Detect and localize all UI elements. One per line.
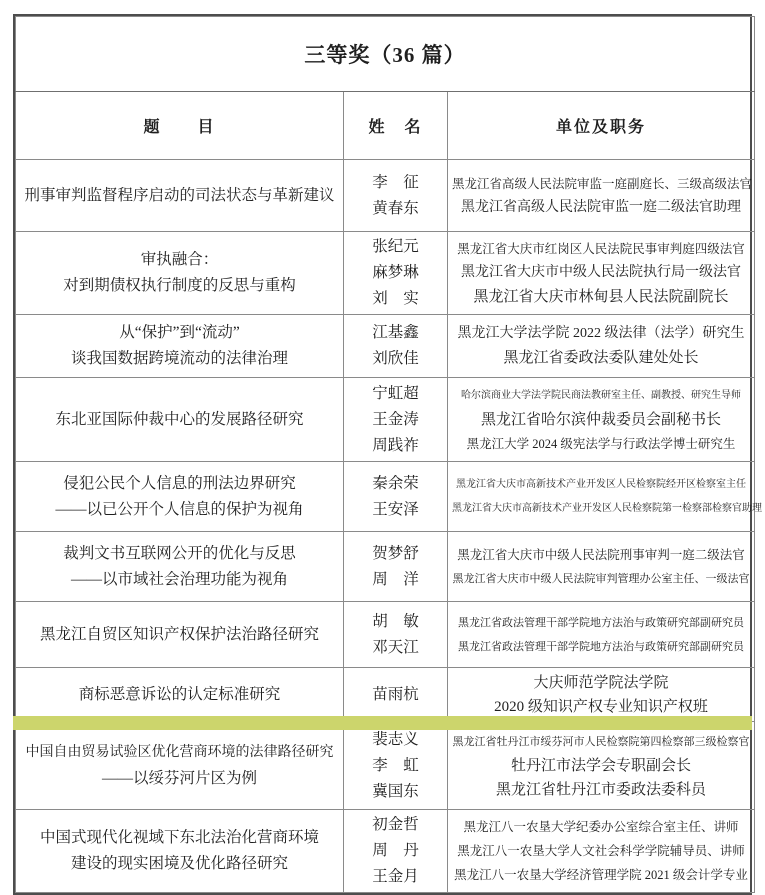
entry-title-cell	[16, 462, 344, 532]
entry-title-cell	[16, 532, 344, 602]
unit-line: 黑龙江省政法管理干部学院地方法治与政策研究部副研究员	[458, 640, 744, 653]
entry-names-cell	[344, 160, 448, 232]
unit-line: 黑龙江八一农垦大学纪委办公室综合室主任、讲师	[463, 820, 739, 834]
entry-units-cell	[448, 722, 755, 810]
entry-names-cell	[344, 810, 448, 893]
author-name: 初金哲	[372, 816, 419, 833]
unit-line: 黑龙江省大庆市中级人民法院刑事审判一庭二级法官	[457, 547, 745, 562]
entry-title-line: 谈我国数据跨境流动的法律治理	[70, 350, 288, 367]
unit-line: 黑龙江省大庆市红岗区人民法院民事审判庭四级法官	[457, 242, 745, 256]
award-table	[13, 14, 762, 895]
entry-title-cell	[16, 668, 344, 722]
unit-line: 黑龙江省政法管理干部学院地方法治与政策研究部副研究员	[458, 616, 744, 629]
column-header-unit: 单位及职务	[448, 92, 755, 160]
author-name: 苗雨杭	[372, 685, 419, 703]
highlight-marker	[13, 716, 752, 730]
unit-line: 黑龙江大学 2024 级宪法学与行政法学博士研究生	[466, 436, 736, 451]
entry-units-cell	[448, 232, 755, 315]
entry-title-line: 刑事审判监督程序启动的司法状态与革新建议	[24, 186, 335, 204]
entry-units-cell	[448, 810, 755, 893]
table-row	[16, 532, 755, 602]
unit-line: 哈尔滨商业大学法学院民商法教研室主任、副教授、研究生导师	[461, 389, 741, 401]
entry-units-cell	[448, 532, 755, 602]
entry-units-cell	[448, 315, 755, 378]
entry-title-line: 从“保护”到“流动”	[119, 324, 240, 341]
entry-title-line: 审执融合：	[140, 251, 219, 268]
entry-units-cell	[448, 160, 755, 232]
entry-title-line: 中国自由贸易试验区优化营商环境的法律路径研究	[25, 744, 334, 760]
unit-line: 黑龙江省大庆市高新技术产业开发区人民检察院经开区检察室主任	[456, 478, 746, 490]
unit-line: 黑龙江大学法学院 2022 级法律（法学）研究生	[457, 326, 745, 341]
entry-title-line: 侵犯公民个人信息的刑法边界研究	[63, 474, 296, 492]
entry-units-cell	[448, 668, 755, 722]
unit-line: 黑龙江省大庆市中级人民法院执行局一级法官	[461, 265, 741, 280]
entry-title-line: 裁判文书互联网公开的优化与反思	[63, 544, 296, 562]
header-row	[16, 92, 755, 160]
entry-title-line: 东北亚国际仲裁中心的发展路径研究	[55, 410, 304, 428]
author-name: 江基鑫	[372, 324, 419, 341]
entry-title-line: ——以已公开个人信息的保护为视角	[55, 500, 304, 518]
column-header-title: 题 目	[16, 92, 344, 160]
entry-title-line: 对到期债权执行制度的反思与重构	[63, 277, 296, 294]
author-name: 王金月	[372, 868, 419, 885]
entry-names-cell	[344, 722, 448, 810]
author-name: 周 丹	[372, 842, 419, 859]
entry-names-cell	[344, 462, 448, 532]
entry-title-line: ——以绥芬河片区为例	[101, 769, 257, 787]
entry-names-cell	[344, 315, 448, 378]
entry-names-cell	[344, 532, 448, 602]
author-name: 王金涛	[372, 410, 419, 428]
entry-units-cell	[448, 602, 755, 668]
entry-names-cell	[344, 602, 448, 668]
table-row	[16, 602, 755, 668]
table-row	[16, 462, 755, 532]
unit-line: 黑龙江省高级人民法院审监一庭二级法官助理	[461, 199, 741, 215]
author-name: 李 征	[372, 173, 419, 191]
unit-line: 黑龙江省大庆市林甸县人民法院副院长	[473, 289, 729, 305]
author-name: 麻梦琳	[372, 264, 419, 281]
unit-line: 黑龙江省牡丹江市委政法委科员	[495, 781, 706, 798]
entry-units-cell	[448, 378, 755, 462]
author-name: 刘欣佳	[372, 350, 419, 367]
author-name: 秦余荣	[372, 474, 419, 492]
entry-title-cell	[16, 160, 344, 232]
unit-line: 大庆师范学院法学院	[533, 674, 669, 691]
unit-line: 2020 级知识产权专业知识产权班	[494, 698, 708, 715]
unit-line: 黑龙江省牡丹江市绥芬河市人民检察院第四检察部三级检察官	[452, 735, 750, 748]
unit-line: 黑龙江八一农垦大学人文社会科学学院辅导员、讲师	[457, 844, 745, 858]
entry-names-cell	[344, 668, 448, 722]
entry-title-line: 建设的现实困境及优化路径研究	[70, 855, 288, 872]
entry-title-line: ——以市域社会治理功能为视角	[70, 570, 288, 588]
column-header-name: 姓 名	[344, 92, 448, 160]
author-name: 宁虹超	[372, 384, 419, 402]
awards-table	[15, 16, 762, 893]
unit-line: 黑龙江省高级人民法院审监一庭副庭长、三级高级法官	[452, 176, 753, 191]
author-name: 周 洋	[372, 570, 419, 588]
unit-line: 黑龙江省委政法委队建处处长	[503, 350, 699, 366]
unit-line: 黑龙江省哈尔滨仲裁委员会副秘书长	[480, 411, 721, 428]
unit-line: 牡丹江市法学会专职副会长	[510, 757, 691, 774]
entry-title-line: 商标恶意诉讼的认定标准研究	[78, 685, 281, 703]
author-name: 刘 实	[372, 290, 419, 307]
table-row	[16, 315, 755, 378]
table-row	[16, 378, 755, 462]
author-name: 贺梦舒	[372, 544, 419, 562]
unit-line: 黑龙江省大庆市中级人民法院审判管理办公室主任、一级法官	[452, 572, 750, 585]
entry-names-cell	[344, 232, 448, 315]
author-name: 王安泽	[372, 500, 419, 518]
entry-title-cell	[16, 602, 344, 668]
entry-names-cell	[344, 378, 448, 462]
table-row	[16, 810, 755, 893]
author-name: 李 虹	[372, 756, 419, 774]
table-row	[16, 722, 755, 810]
entry-title-cell	[16, 315, 344, 378]
entry-title-cell	[16, 722, 344, 810]
author-name: 黄春东	[372, 199, 419, 217]
entry-title-line: 黑龙江自贸区知识产权保护法治路径研究	[39, 625, 319, 643]
table-row	[16, 668, 755, 722]
entry-title-cell	[16, 378, 344, 462]
entry-units-cell	[448, 462, 762, 532]
author-name: 冀国东	[372, 782, 419, 800]
entry-title-line: 中国式现代化视域下东北法治化营商环境	[39, 829, 319, 846]
author-name: 胡 敏	[372, 612, 419, 630]
author-name: 周践祚	[372, 436, 419, 454]
page-title: 三等奖（36 篇）	[304, 43, 466, 67]
table-row	[16, 160, 755, 232]
entry-title-cell	[16, 810, 344, 893]
title-row	[16, 17, 755, 92]
author-name: 裴志义	[372, 730, 419, 748]
author-name: 邓天江	[372, 638, 419, 656]
author-name: 张纪元	[372, 238, 419, 255]
unit-line: 黑龙江省大庆市高新技术产业开发区人民检察院第一检察部检察官助理	[452, 502, 762, 514]
entry-title-cell	[16, 232, 344, 315]
unit-line: 黑龙江八一农垦大学经济管理学院 2021 级会计学专业	[454, 868, 748, 882]
table-row	[16, 232, 755, 315]
